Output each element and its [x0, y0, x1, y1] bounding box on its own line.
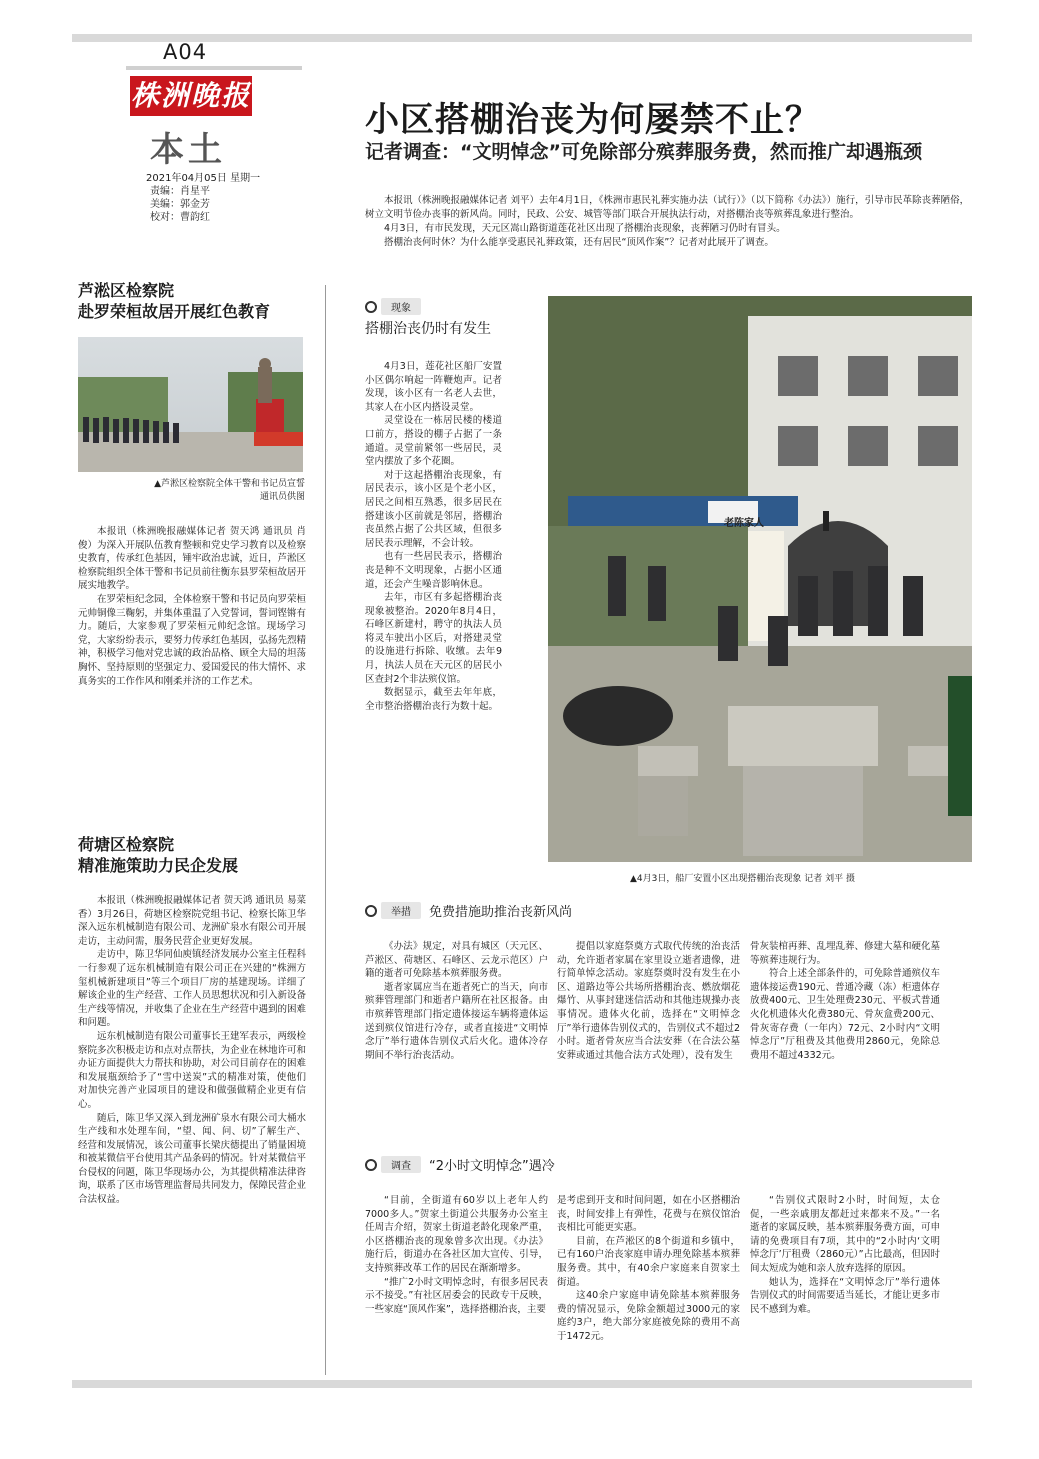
sec3-tag-label: 调查	[381, 1156, 421, 1173]
story1-photo-caption	[100, 478, 305, 504]
sec1-paragraph: 4月3日，莲花社区船厂安置小区偶尔响起一阵鞭炮声。记者发现，该小区有一名老人去世，其家人在小区内搭设灵堂。	[365, 361, 502, 413]
story1-title-line2: 赴罗荣桓故居开展红色教育	[78, 302, 271, 321]
sec3-paragraph: 是考虑到开支和时间问题，如在小区搭棚治丧，时间安排上有弹性，花费与在殡仪馆治丧相比可能更实惠。	[557, 1195, 740, 1234]
sec2-paragraph: 提倡以家庭祭奠方式取代传统的治丧活动，允许逝者家属在家里设立逝者遗像，进行简单悼念活动。家庭祭奠时没有发生在小区、道路边等公共场所搭棚治丧、燃放烟花爆竹、从事封建迷信活动和其他违规操办丧事情况。遗体火化前，选择在“文明悼念厅”举行遗体告别仪式的，告别仪式不超过2小时。逝者骨灰应当合法安葬（在合法公墓安葬或通过其他合法方式处理），没有发生	[557, 941, 740, 1061]
sec1-title: 搭棚治丧仍时有发生	[365, 321, 491, 337]
designer-credit: 美编：郭金芳	[150, 199, 210, 210]
sec2-col2	[557, 940, 740, 1062]
funeral-tent-photo-image	[548, 296, 972, 862]
sec2-paragraph: 骨灰装棺再葬、乱埋乱葬、修建大墓和硬化墓等殡葬违规行为。	[750, 941, 941, 966]
column-divider	[325, 285, 326, 1375]
sec2-col3	[750, 940, 940, 1062]
sec3-paragraph: 她认为，选择在“文明悼念厅”举行遗体告别仪式的时间需要适当延长，才能让更多市民不感到为难。	[750, 1276, 941, 1315]
story1-title	[78, 280, 270, 322]
sec2-title: 免费措施助推治丧新风尚	[429, 905, 573, 920]
story2-paragraph: 远东机械制造有限公司董事长王建军表示，两级检察院多次积极走访和点对点帮扶，为企业在林地许可和办证方面提供大力帮扶和协助，对公司目前存在的困难和发展瓶颈给予了“雪中送炭”式的精准对策，使他们对加快完善产业园项目的建设和做强做精企业更有信心。	[78, 1030, 307, 1110]
sec2-paragraph: 逝者家属应当在逝者死亡的当天，向市殡葬管理部门和逝者户籍所在社区报备。由市殡葬管理部门指定遗体接运车辆将遗体运送到殡仪馆进行冷存，或者直接进“文明悼念厅”举行遗体告别仪式后火化。遗体冷存期间不举行治丧活动。	[365, 981, 548, 1061]
sec2-tag-label: 举措	[381, 902, 421, 919]
sec2-paragraph: 符合上述全部条件的，可免除普通殡仪车遗体接运费190元、普通冷藏（冻）柜遗体存放费400元、卫生处理费230元、平板式普通火化机遗体火化费380元、骨灰盒费200元、骨灰寄存费（一年内）72元、2小时内“文明悼念厅”厅租费及其他费用2860元，免除总费用不超过4332元。	[750, 968, 941, 1061]
sec3-col1	[365, 1194, 548, 1316]
story2-paragraph: 本报讯（株洲晚报融媒体记者 贺天鸿 通讯员 易菜香）3月26日，荷塘区检察院党组书记、检察长陈卫华深入远东机械制造有限公司、龙洲矿泉水有限公司开展走访，主动问需，服务民营企业更好发展。	[78, 895, 307, 947]
sec3-paragraph: “推广2小时文明悼念时，有很多居民表示不接受。”有社区居委会的民政专干反映，一些家庭“顶风作案”，选择搭棚治丧，主要	[365, 1276, 548, 1315]
story1-caption-line1: ▲芦淞区检察院全体干警和书记员宣誓	[154, 479, 305, 489]
story1-paragraph: 本报讯（株洲晚报融媒体记者 贺天鸿 通讯员 肖俊）为深入开展队伍教育整顿和党史学习教育以及检察史教育，传承红色基因，锤牢政治忠诚，近日，芦淞区检察院组织全体干警和书记员前往衡东县罗荣桓故居开展实地教学。	[78, 526, 307, 592]
story1-body	[78, 525, 306, 688]
sec1-paragraph: 灵堂设在一栋居民楼的楼道口前方，搭设的棚子占据了一条通道。灵堂前紧邻一些居民，灵堂内摆放了多个花圈。	[365, 415, 502, 468]
sec1-paragraph: 去年，市区有多起搭棚治丧现象被整治。2020年8月4日，石峰区新建村，聘守的执法人员将灵车驶出小区后，对搭建灵堂的设施进行拆除、收缴。去年9月，执法人员在天元区的居民小区查封2个非法殡仪馆。	[365, 592, 502, 685]
tag-circle-icon	[365, 905, 377, 917]
funeral-tent-photo	[548, 296, 972, 862]
tent-sign: 老陈家人	[724, 518, 764, 529]
sec1-paragraph: 对于这起搭棚治丧现象，有居民表示，该小区是个老小区，居民之间相互熟悉，很多居民在搭建该小区前就是邻居，搭棚治丧虽然占据了公共区域，但很多居民表示理解，不会计较。	[365, 469, 502, 549]
sec1-body	[365, 360, 502, 713]
page-number-rule	[126, 66, 302, 70]
funeral-photo-caption: ▲4月3日，船厂安置小区出现搭棚治丧现象 记者 刘平 摄	[630, 874, 855, 884]
story2-body	[78, 894, 306, 1207]
main-subheadline: 记者调查：“文明悼念”可免除部分殡葬服务费，然而推广却遇瓶颈	[365, 141, 922, 163]
sec3-title: “2小时文明悼念”遇冷	[429, 1159, 555, 1174]
sec1-paragraph: 也有一些居民表示，搭棚治丧是种不文明现象，占据小区通道，还会产生噪音影响休息。	[365, 551, 502, 590]
section-title: 本土	[150, 130, 226, 170]
sec3-tag	[365, 1155, 555, 1174]
sec3-col2	[557, 1194, 740, 1344]
editor-credit: 责编：肖星平	[150, 186, 210, 197]
edition-date: 2021年04月05日 星期一	[146, 173, 261, 184]
story2-title	[78, 834, 238, 876]
story2-title-line1: 荷塘区检察院	[78, 835, 175, 854]
story1-photo	[78, 337, 303, 472]
lead-paragraph: 4月3日，有市民发现，天元区嵩山路街道莲花社区出现了搭棚治丧现象，丧葬陋习仍时有冒头。	[384, 223, 786, 234]
tag-circle-icon	[365, 1159, 377, 1171]
page-number: A04	[163, 40, 208, 64]
sec2-col1	[365, 940, 548, 1062]
story1-title-line1: 芦淞区检察院	[78, 281, 175, 300]
sec1-paragraph: 数据显示，截至去年年底，全市整治搭棚治丧行为数十起。	[365, 687, 502, 712]
lead-paragraphs	[365, 194, 975, 250]
story2-paragraph: 随后，陈卫华又深入到龙洲矿泉水有限公司大桶水生产线和水处理车间，“望、闻、问、切”了解生产、经营和发展情况，该公司董事长梁庆德提出了销量困境和被某微信平台使用其产品条码的情况。针对某微信平台侵权的问题，陈卫华现场办公，为其提供精准法律咨询，联系了区市场管理监督局共同发力，保障民营企业合法权益。	[78, 1112, 307, 1206]
sec2-tag	[365, 901, 572, 920]
sec3-paragraph: “告别仪式限时2小时，时间短，太仓促，一些亲戚朋友都赶过来都来不及。”一名逝者的家属反映，基本殡葬服务费方面，可申请的免费项目有7项，其中的“2小时内‘文明悼念厅’厅租费（2860元）”占比最高，但因时间太短成为她和亲人放弃选择的原因。	[750, 1195, 941, 1274]
masthead-logo: 株洲晚报	[130, 76, 252, 116]
main-headline: 小区搭棚治丧为何屡禁不止？	[365, 100, 820, 140]
sec3-paragraph: 目前，在芦淞区的8个街道和乡镇中，已有160户治丧家庭申请办理免除基本殡葬服务费。其中，有40余户家庭来自贺家土街道。	[557, 1235, 740, 1288]
bottom-rule	[72, 1380, 972, 1388]
sec2-paragraph: 《办法》规定，对具有城区（天元区、芦淞区、荷塘区、石峰区、云龙示范区）户籍的逝者可免除基本殡葬服务费。	[365, 941, 548, 980]
proofreader-credit: 校对：曹韵红	[150, 212, 210, 223]
sec1-tag	[365, 298, 421, 315]
story2-paragraph: 走访中，陈卫华同仙庾镇经济发展办公室主任程科一行参观了远东机械制造有限公司正在兴建的“株洲方玺机械新建项目”等三个项目厂房的基建现场。详细了解该企业的生产经营、工作人员思想状况和引入新设备生产线等情况，并收集了企业在生产经营中遇到的困难和问题。	[78, 949, 307, 1029]
sec3-col3	[750, 1194, 940, 1316]
story2-title-line2: 精准施策助力民企发展	[78, 856, 239, 875]
lead-paragraph: 本报讯（株洲晚报融媒体记者 刘平）去年4月1日，《株洲市惠民礼葬实施办法（试行）》（以下简称《办法》）施行，引导市民革除丧葬陋俗，树立文明节俭办丧事的新风尚。同时，民政、公安、城管等部门联合开展执法行动，对搭棚治丧等殡葬乱象进行整治。	[365, 195, 970, 220]
story1-paragraph: 在罗荣桓纪念园，全体检察干警和书记员向罗荣桓元帅铜像三鞠躬，并集体重温了入党誓词，誓词铿锵有力。随后，大家参观了罗荣桓元帅纪念馆。现场学习党，大家纷纷表示，要努力传承红色基因，弘扬先烈精神，积极学习他对党忠诚的政治品格、顾全大局的坦荡胸怀、坚持原则的坚强定力、爱国爱民的伟大情怀、求真务实的工作作风和刚柔并济的工作艺术。	[78, 593, 307, 687]
sec1-tag-label: 现象	[381, 298, 421, 315]
tag-circle-icon	[365, 301, 377, 313]
sec3-paragraph: “目前，全街道有60岁以上老年人约7000多人。”贺家土街道公共服务办公室主任周吉介绍，贺家土街道老龄化现象严重，小区搭棚治丧的现象曾多次出现。《办法》施行后，街道办在各社区加大宣传、引导，支持殡葬改革工作的居民在渐渐增多。	[365, 1195, 548, 1274]
lead-paragraph: 搭棚治丧何时休？为什么能享受惠民礼葬政策，还有居民“顶风作案”？记者对此展开了调查。	[384, 237, 774, 248]
edition-meta	[146, 172, 260, 224]
story1-caption-line2: 通讯员供图	[259, 492, 305, 502]
story1-photo-image	[78, 337, 303, 472]
sec3-paragraph: 这40余户家庭申请免除基本殡葬服务费的情况显示，免除金额超过3000元的家庭约3户，绝大部分家庭被免除的费用不高于1472元。	[557, 1290, 740, 1342]
